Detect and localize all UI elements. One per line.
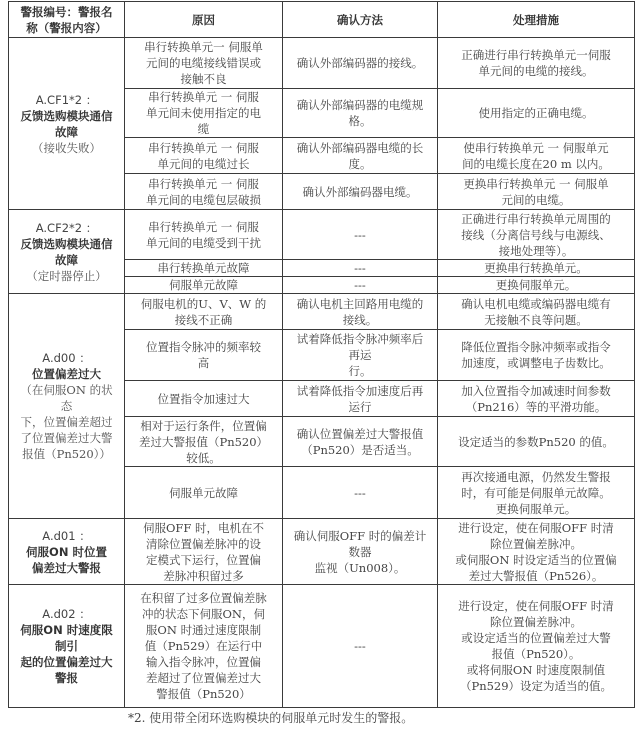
cell-text: 伺服单元故障: [169, 485, 238, 500]
header-action: 处理措施: [438, 2, 635, 38]
cell-text: 接线。: [342, 312, 378, 327]
alarm-cell: [9, 519, 125, 585]
cell-text: 试着降低指令脉冲频率后: [296, 332, 424, 346]
cell-text: 无接触不良等问题。: [484, 312, 588, 327]
check-cell: [283, 330, 438, 381]
action-cell: [438, 38, 635, 89]
cause-cell: [125, 467, 283, 519]
cell-text: 串行转换单元一 伺服单: [144, 40, 263, 54]
alarm-name: 起的位置偏差过大: [20, 655, 113, 669]
cell-text: 确认外部编码器电缆的长: [296, 140, 424, 155]
cause-cell: [125, 138, 283, 174]
cell-text: ---: [354, 485, 366, 500]
cell-text: 正确进行串行转换单元一伺服: [461, 48, 611, 62]
cell-text: 使串行转换单元 一 伺服单元: [463, 140, 609, 155]
cause-cell: [125, 174, 283, 210]
cell-text: 位置指令脉冲的频率较: [146, 340, 261, 354]
cell-text: 差过大警报值（Pn520）: [138, 434, 269, 449]
alarm-name: 故障: [55, 252, 78, 267]
action-cell: [438, 260, 635, 277]
cell-text: 进行设定，使在伺服OFF 时清: [458, 599, 614, 613]
cell-text: 时，有可能是伺服单元故障。: [461, 485, 611, 500]
cell-text: 试着降低指令加速度后再: [296, 383, 424, 398]
cell-text: 监视（Un008）。: [314, 560, 406, 575]
action-cell: [438, 174, 635, 210]
cell-text: 再运: [348, 348, 372, 362]
check-cell: [283, 89, 438, 138]
check-cell: [283, 294, 438, 330]
cell-text: 伺服单元故障: [169, 278, 238, 292]
check-cell: [283, 585, 438, 708]
cell-text: 确认外部编码器的电缆规: [296, 98, 424, 112]
cell-text: 确认位置偏差过大警报值: [296, 426, 424, 441]
footnote: *2. 使用带全闭环选购模块的伺服单元时发生的警报。: [128, 711, 414, 725]
alarm-name: 故障: [55, 124, 78, 139]
cell-text: （Pn216）等的平滑功能。: [465, 399, 607, 414]
cell-text: 设定适当的参数Pn520 的值。: [458, 434, 614, 449]
action-cell: [438, 294, 635, 330]
alarm-code: A.d00 ：: [42, 351, 91, 365]
cell-text: 更换串行转换单元 一 伺服单: [463, 176, 609, 191]
alarm-code: A.d02 ：: [42, 607, 91, 621]
cell-text: 度。: [348, 156, 372, 171]
header-row: [9, 2, 635, 38]
action-cell: [438, 210, 635, 260]
action-cell: [438, 585, 635, 708]
check-cell: [283, 138, 438, 174]
alarm-content: （接收失败）: [32, 140, 101, 155]
check-cell: [283, 260, 438, 277]
table-row: [9, 585, 635, 708]
cell-text: 单元间的电缆包层破损: [146, 192, 261, 207]
cell-text: 行。: [348, 364, 372, 378]
cell-text: 更换伺服单元。: [495, 278, 577, 292]
cell-text: 清除位置偏差脉冲的设: [146, 536, 261, 551]
header-text: 警报编号：警报名: [20, 4, 113, 19]
alarm-code: A.CF1*2 ：: [35, 92, 98, 107]
cell-text: 相对于运行条件，位置偏: [140, 418, 267, 433]
alarm-content: （在伺服ON 的状: [20, 383, 113, 397]
action-cell: [438, 417, 635, 467]
cell-text: 串行转换单元 一 伺服: [148, 219, 259, 234]
cell-text: 定模式下运行，位置偏: [146, 552, 261, 567]
cell-text: 降低位置指令脉冲频率或指令: [461, 340, 611, 354]
cell-text: 确认电机电缆或编码器电缆有: [461, 296, 611, 311]
action-cell: [438, 381, 635, 417]
check-cell: [283, 417, 438, 467]
alarm-cell: [9, 294, 125, 519]
cell-text: 接地处理等）。: [498, 243, 574, 258]
cell-text: 确认电机主回路用电缆的: [296, 296, 424, 311]
header-cause: 原因: [125, 2, 283, 38]
cell-text: 或将伺服ON 时速度限制值: [466, 663, 606, 677]
cause-cell: [125, 294, 283, 330]
cause-cell: [125, 89, 283, 138]
cell-text: 较低。: [186, 450, 221, 465]
cell-text: 伺服电机的U、V、W 的: [140, 296, 267, 311]
cell-text: 接线（分离信号线与电源线、: [461, 227, 611, 242]
check-cell: [283, 38, 438, 89]
cell-text: 警报值（Pn520）: [156, 687, 251, 701]
cell-text: 格。: [348, 114, 372, 128]
cell-text: 单元间的电缆受到干扰: [146, 235, 261, 250]
action-cell: [438, 519, 635, 585]
cell-text: 进行设定，使在伺服OFF 时清: [458, 520, 614, 535]
cell-text: 元间的电缆接线错误或: [146, 56, 261, 70]
check-cell: [283, 174, 438, 210]
cell-text: 使用指定的正确电缆。: [478, 106, 594, 120]
cell-text: 在积留了过多位置偏差脉: [140, 591, 267, 605]
alarm-cell: [9, 210, 125, 294]
cell-text: 报值（Pn520）。: [491, 647, 581, 661]
cell-text: 冲的状态下伺服ON，伺: [142, 607, 265, 621]
cell-text: 差超过了位置偏差过大: [146, 671, 261, 685]
cell-text: 位置指令加速过大: [157, 391, 250, 406]
cell-text: 串行转换单元 一 伺服: [148, 90, 259, 104]
alarm-content: 态: [60, 399, 73, 413]
check-cell: [283, 467, 438, 519]
cell-text: ---: [354, 227, 366, 242]
alarm-name: 制引: [55, 639, 78, 653]
cell-text: 差脉冲积留过多: [163, 568, 244, 583]
cell-text: 除位置偏差脉冲。: [490, 536, 582, 551]
alarm-name: 反馈选购模块通信: [20, 108, 113, 123]
cell-text: 串行转换单元 一 伺服: [148, 140, 259, 155]
alarm-name: 位置偏差过大: [32, 367, 101, 381]
cell-text: 串行转换单元故障: [157, 261, 250, 275]
cause-cell: [125, 277, 283, 294]
cell-text: ---: [354, 639, 366, 653]
cell-text: 除位置偏差脉冲。: [490, 615, 582, 629]
cell-text: 确认外部编码器电缆。: [302, 184, 418, 199]
check-cell: [283, 381, 438, 417]
cause-cell: [125, 260, 283, 277]
cell-text: 服ON 时通过速度限制: [145, 623, 262, 637]
cause-cell: [125, 38, 283, 89]
table-row: [9, 294, 635, 330]
alarm-name: 反馈选购模块通信: [20, 236, 113, 251]
action-cell: [438, 138, 635, 174]
table-row: [9, 210, 635, 260]
cell-text: 加入位置指令加减速时间参数: [461, 383, 611, 398]
alarm-content: 了位置偏差过大警: [20, 431, 113, 445]
alarm-code: A.d01 ：: [42, 528, 91, 543]
header-check-method: 确认方法: [283, 2, 438, 38]
check-cell: [283, 519, 438, 585]
cell-text: 伺服OFF 时，电机在不: [142, 520, 265, 535]
cell-text: 接触不良: [180, 72, 227, 86]
table-row: [9, 38, 635, 89]
cell-text: 正确进行串行转换单元周围的: [461, 211, 611, 226]
alarm-code: A.CF2*2 ：: [35, 220, 98, 235]
alarm-table: [8, 1, 635, 708]
cell-text: 确认外部编码器的接线。: [296, 56, 424, 70]
cell-text: 输入指令脉冲，位置偏: [146, 655, 261, 669]
check-cell: [283, 277, 438, 294]
alarm-content: 下，位置偏差超过: [20, 415, 113, 429]
cell-text: 数器: [348, 544, 372, 559]
action-cell: [438, 467, 635, 519]
cause-cell: [125, 381, 283, 417]
cell-text: （Pn520）是否适当。: [301, 442, 419, 457]
cell-text: 单元间未使用指定的电: [146, 106, 261, 120]
cause-cell: [125, 585, 283, 708]
action-cell: [438, 277, 635, 294]
cell-text: （Pn529）设定为适当的值。: [459, 679, 613, 693]
header-alarm-code: [9, 2, 125, 38]
cell-text: 或伺服ON 时设定适当的位置偏: [455, 552, 617, 567]
watermark: [535, 694, 635, 704]
cause-cell: [125, 330, 283, 381]
cause-cell: [125, 519, 283, 585]
cell-text: 差过大警报值（Pn526）。: [468, 568, 604, 583]
cell-text: ---: [354, 261, 366, 275]
cell-text: 确认伺服OFF 时的偏差计: [293, 528, 427, 543]
cause-cell: [125, 210, 283, 260]
cell-text: 接线不正确: [174, 312, 233, 327]
action-cell: [438, 89, 635, 138]
cell-text: 更换伺服单元。: [495, 501, 577, 516]
alarm-name: 伺服ON 时位置: [26, 544, 107, 559]
cell-text: 间的电缆长度在20 m 以内。: [462, 156, 610, 171]
cell-text: 缆: [197, 122, 210, 136]
cell-text: 单元间的电缆的接线。: [478, 64, 594, 78]
check-cell: [283, 210, 438, 260]
cell-text: 运行: [348, 399, 372, 414]
alarm-name: 偏差过大警报: [32, 560, 101, 575]
alarm-name: 伺服ON 时速度限: [20, 623, 113, 637]
cell-text: 更换串行转换单元。: [484, 261, 588, 275]
cell-text: 高: [197, 356, 210, 370]
cell-text: 或设定适当的位置偏差过大警: [461, 631, 611, 645]
header-text: 称（警报内容）: [26, 20, 107, 35]
cell-text: 元间的电缆。: [501, 192, 571, 207]
alarm-cell: [9, 585, 125, 708]
table-row: [9, 519, 635, 585]
alarm-cell: [9, 38, 125, 210]
alarm-content: 报值（Pn520））: [22, 447, 111, 461]
alarm-name: 警报: [55, 671, 78, 685]
cause-cell: [125, 417, 283, 467]
cell-text: 单元间的电缆过长: [157, 156, 250, 171]
alarm-content: （定时器停止）: [26, 268, 107, 283]
cell-text: 值（Pn529）在运行中: [144, 639, 263, 653]
cell-text: 再次接通电源，仍然发生警报: [461, 469, 611, 484]
cell-text: 串行转换单元 一 伺服: [148, 176, 259, 191]
cell-text: ---: [354, 278, 366, 292]
action-cell: [438, 330, 635, 381]
cell-text: 加速度，或调整电子齿数比。: [461, 356, 611, 370]
